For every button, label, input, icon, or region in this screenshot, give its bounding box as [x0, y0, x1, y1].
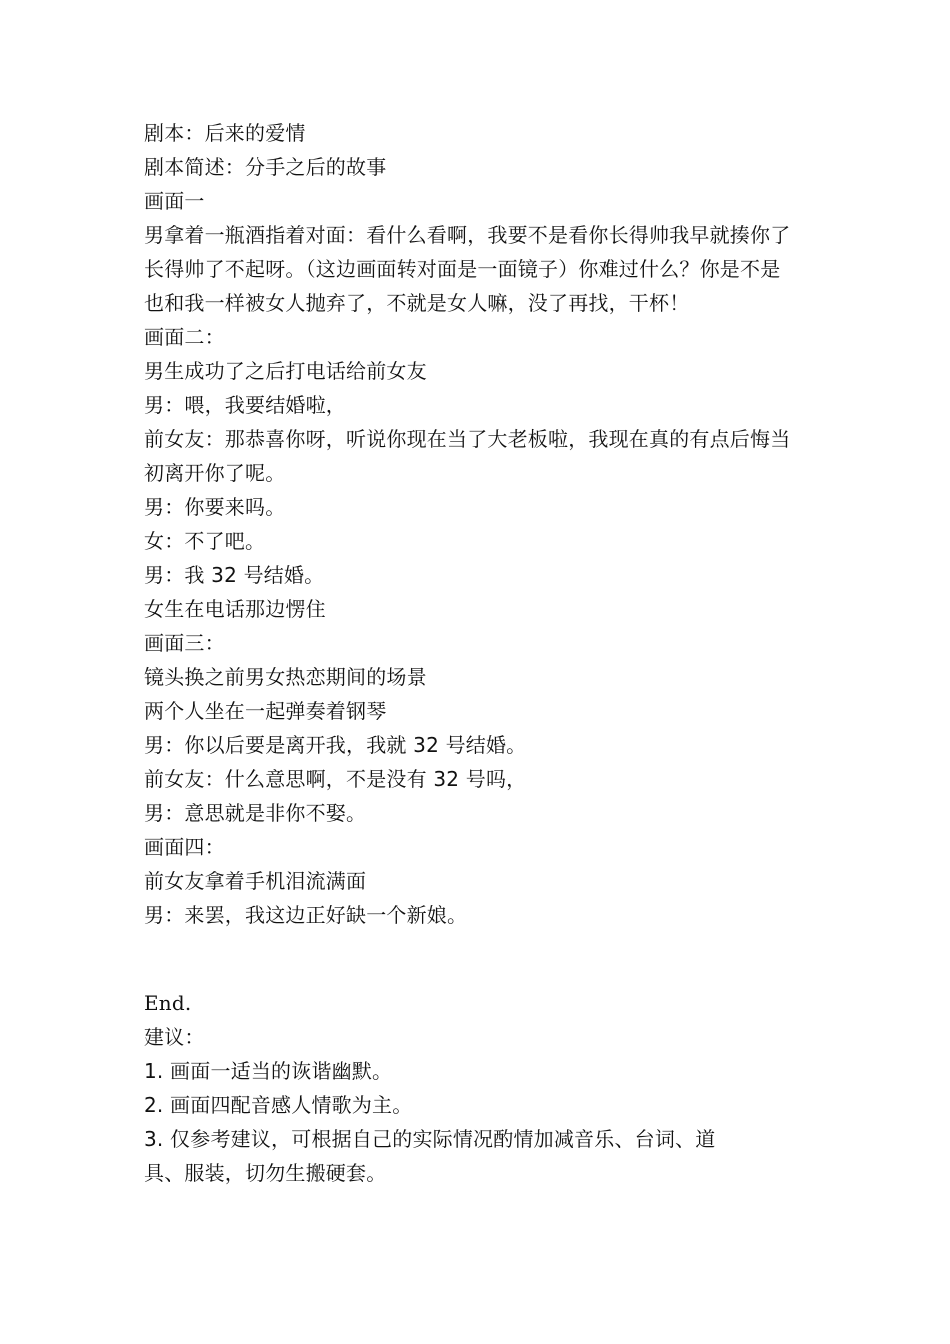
- ending-section: [144, 986, 824, 1190]
- scene-one-heading: 画面一: [144, 189, 205, 213]
- suggestion-item: 1. 画面一适当的诙谐幽默。: [144, 1059, 393, 1083]
- script-line: 男：你要来吗。: [144, 495, 286, 519]
- script-body: [144, 116, 824, 932]
- scene-three-heading: 画面三：: [144, 631, 225, 655]
- script-summary: 剧本简述：分手之后的故事: [144, 155, 387, 179]
- script-line: 男：来罢，我这边正好缺一个新娘。: [144, 903, 468, 927]
- suggestion-item: 2. 画面四配音感人情歌为主。: [144, 1093, 413, 1117]
- script-line: 女生在电话那边愣住: [144, 597, 326, 621]
- script-line: 男拿着一瓶酒指着对面：看什么看啊，我要不是看你长得帅我早就揍你了: [144, 223, 791, 247]
- suggestion-item: 3. 仅参考建议，可根据自己的实际情况酌情加减音乐、台词、道: [144, 1127, 716, 1151]
- script-line: 男生成功了之后打电话给前女友: [144, 359, 427, 383]
- script-line: 初离开你了呢。: [144, 461, 286, 485]
- script-line: 男：喂，我要结婚啦，: [144, 393, 346, 417]
- end-label: End.: [144, 991, 192, 1015]
- scene-four-heading: 画面四：: [144, 835, 225, 859]
- script-line: 两个人坐在一起弹奏着钢琴: [144, 699, 387, 723]
- script-line: 也和我一样被女人抛弃了，不就是女人嘛，没了再找，干杯！: [144, 291, 690, 315]
- script-title: 剧本：后来的爱情: [144, 121, 306, 145]
- script-line: 前女友：什么意思啊，不是没有 32 号吗，: [144, 767, 527, 791]
- suggestion-heading: 建议：: [144, 1025, 205, 1049]
- scene-two-heading: 画面二：: [144, 325, 225, 349]
- script-line: 男：我 32 号结婚。: [144, 563, 325, 587]
- script-line: 长得帅了不起呀。（这边画面转对面是一面镜子）你难过什么？你是不是: [144, 257, 781, 281]
- script-line: 镜头换之前男女热恋期间的场景: [144, 665, 427, 689]
- suggestion-item: 具、服装，切勿生搬硬套。: [144, 1161, 387, 1185]
- script-line: 前女友拿着手机泪流满面: [144, 869, 367, 893]
- script-line: 男：意思就是非你不娶。: [144, 801, 367, 825]
- script-line: 前女友：那恭喜你呀，听说你现在当了大老板啦，我现在真的有点后悔当: [144, 427, 791, 451]
- script-line: 男：你以后要是离开我，我就 32 号结婚。: [144, 733, 527, 757]
- script-line: 女：不了吧。: [144, 529, 266, 553]
